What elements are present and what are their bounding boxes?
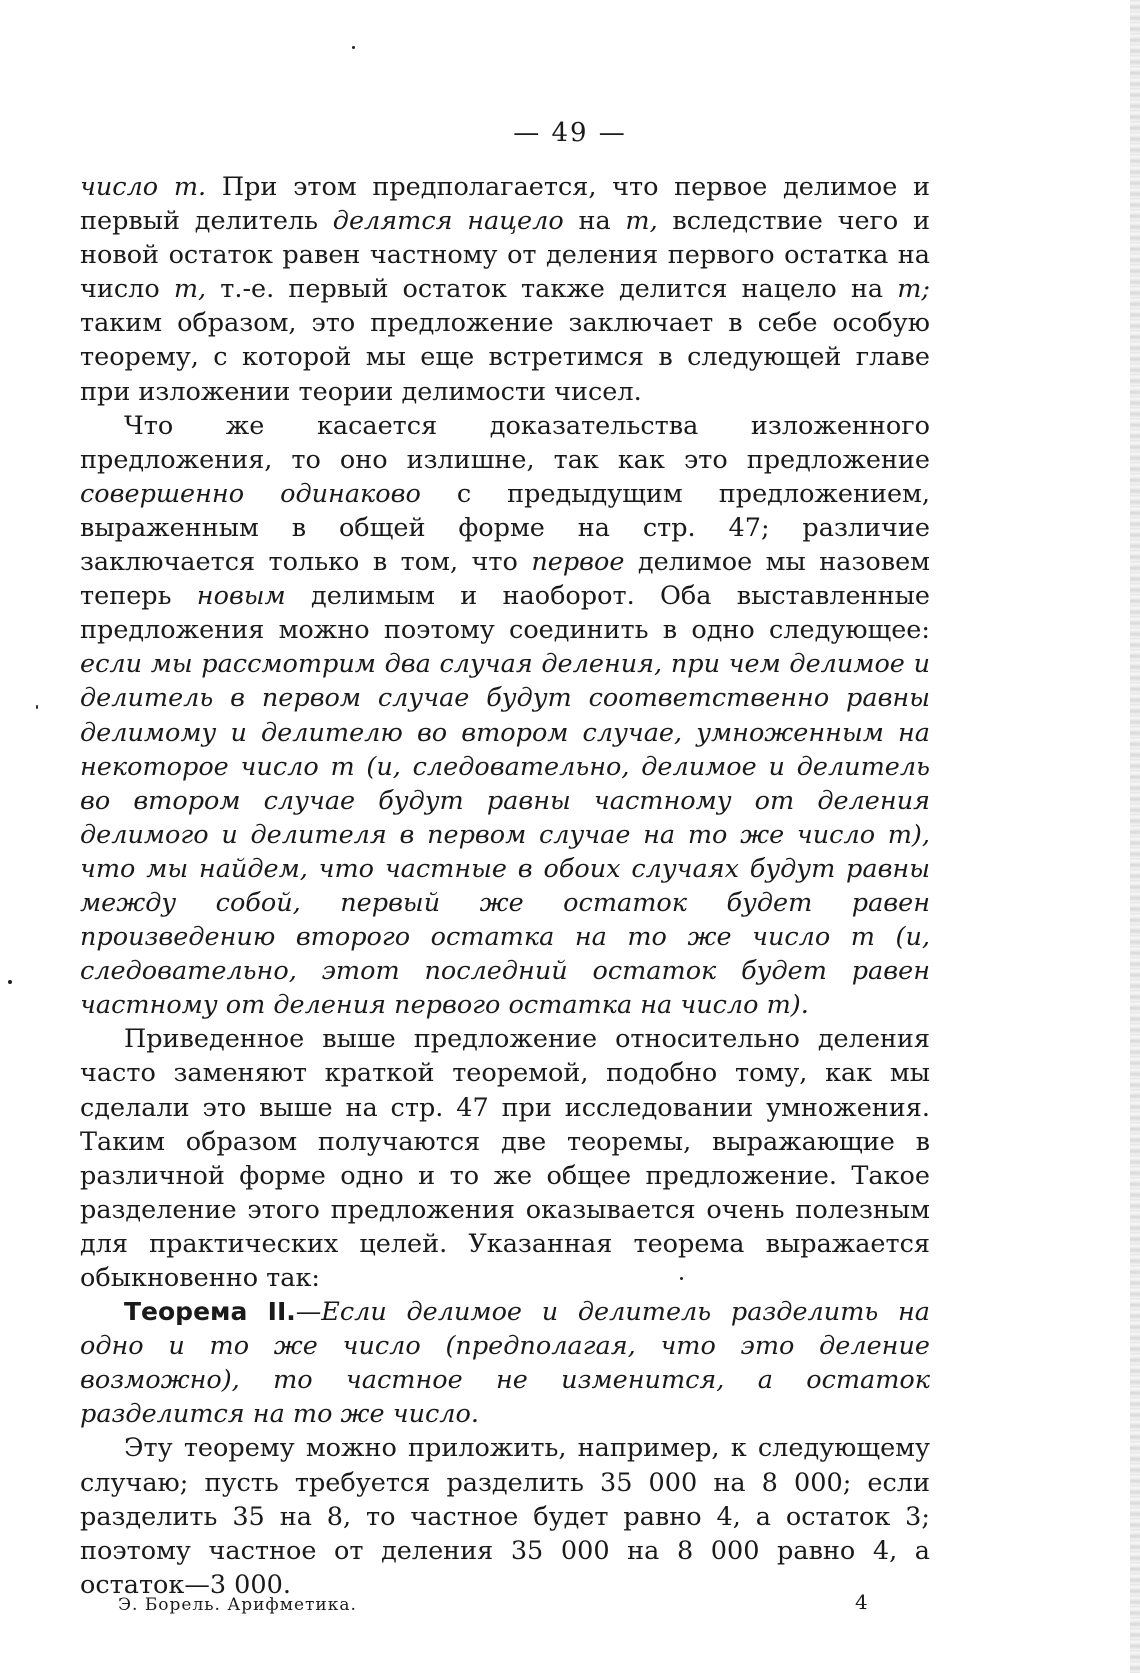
italic-span: если мы рассмотрим два случая деления, при чем делимое и делитель в первом случае будут соответственно равны делимому и делителю во втором случае, умноженным на некоторое число m (и, следовательно, делимое и делитель во втором случае будут равны частному от деления делимого и делителя в первом случае на то же число m), что мы найдем, что частные в обоих случаях будут равны между собой, первый же остаток будет равен произведению второго остатка на то же число m (и, следовательно, этот последний остаток будет равен частному от деления первого остатка на число m).: [80, 649, 930, 1021]
paragraph-1: [80, 170, 930, 409]
theorem-heading: Теорема II.: [124, 1297, 296, 1327]
text-span: таким образом, это предложение заключает в себе особую теорему, с которой мы еще встретимся в следующей главе при изложении теории делимости чисел.: [80, 308, 930, 407]
theorem-2: [80, 1295, 930, 1431]
text-span: с предыдущим предложением, выраженным в общей форме на стр. 47; различие заключается только в том, что: [80, 478, 931, 578]
signature-mark: 4: [855, 1590, 868, 1614]
body-text: [80, 170, 930, 1602]
italic-span: m,: [625, 206, 658, 237]
scan-speck: [352, 46, 355, 49]
text-span: делимым и наоборот. Оба выставленные предложения можно поэтому соединить в одно следующее:: [80, 581, 930, 646]
theorem-dash: —: [295, 1297, 322, 1328]
text-span: делимое мы назовем теперь: [80, 547, 930, 612]
paragraph-3: Приведенное выше предложение относительно деления часто заменяют краткой теоремой, подобно тому, как мы сделали это выше на стр. 47 при исследовании умножения. Таким образом получаются две теоремы, выражающие в различной форме одно и то же общее предложение. Такое разделение этого предложения оказывается очень полезным для практических целей. Указанная теорема выражается обыкновенно так:: [80, 1024, 930, 1293]
italic-span: совершенно одинаково: [80, 478, 421, 509]
text-span: При этом предполагается, что первое делимое и первый делитель: [80, 172, 930, 237]
italic-span: m,: [173, 274, 207, 305]
italic-span: число m.: [80, 172, 207, 202]
text-span: Что же касается доказательства изложенного предложения, то оно излишне, так как это предложение: [80, 410, 930, 475]
theorem-statement: Если делимое и делитель разделить на одно и то же число (предполагая, что это деление возможно), то частное не изменится, а остаток разделится на то же число.: [80, 1297, 930, 1430]
page-number: — 49 —: [513, 118, 627, 148]
text-span: вследствие чего и новой остаток равен частному от деления первого остатка на число: [80, 206, 930, 305]
scan-edge: [1130, 0, 1140, 1673]
scan-speck: [680, 1277, 683, 1280]
scan-speck: [36, 705, 38, 709]
running-footer: Э. Борель. Арифметика.: [118, 1595, 357, 1615]
text-span: т.-е. первый остаток также делится нацело на: [206, 274, 898, 305]
text-span: на: [563, 206, 626, 237]
paragraph-5: Эту теорему можно приложить, например, к следующему случаю; пусть требуется разделить 35 000 на 8 000; если разделить 35 на 8, то частное будет равно 4, а остаток 3; поэтому частное от деления 35 000 на 8 000 равно 4, а остаток—3 000.: [80, 1433, 930, 1600]
italic-span: m;: [897, 274, 930, 305]
paragraph-2: [80, 409, 930, 1023]
italic-span: новым: [196, 581, 286, 612]
scan-speck: [8, 980, 12, 984]
italic-span: первое: [531, 547, 625, 578]
italic-span: делятся нацело: [332, 206, 564, 237]
